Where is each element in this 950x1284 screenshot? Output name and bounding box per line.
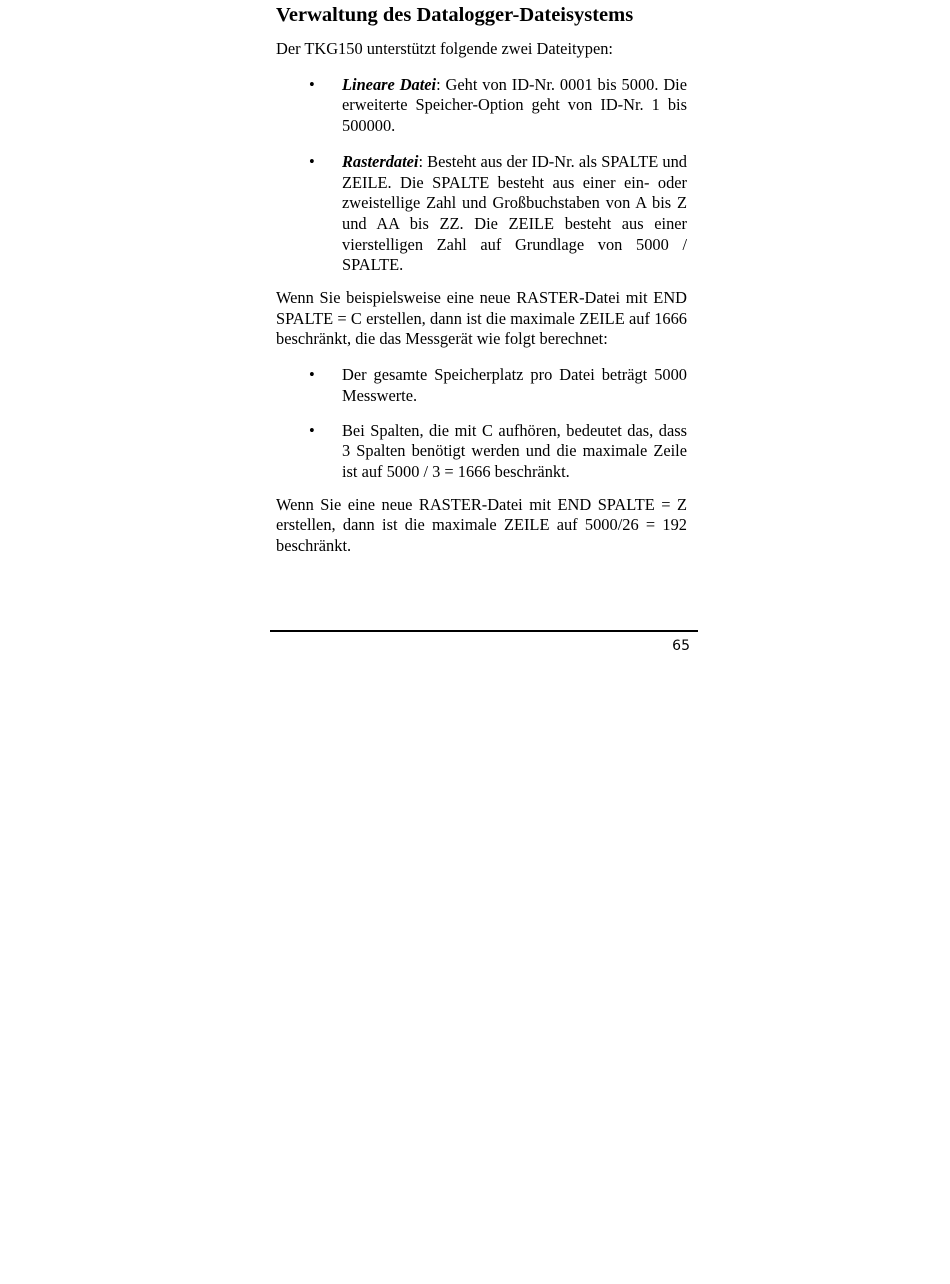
example-paragraph: Wenn Sie beispielsweise eine neue RASTER-Datei mit END SPALTE = C erstellen, dann ist die maximale ZEILE auf 1666 beschränkt, die das Messgerät wie folgt berechnet: (276, 288, 687, 349)
linear-file-description: : Geht von ID-Nr. 0001 bis 5000. Die erweiterte Speicher-Option geht von ID-Nr. 1 bis 500000. (342, 74, 687, 136)
file-type-list (276, 75, 687, 276)
bullet-icon: • (309, 74, 315, 94)
term-raster-file: Rasterdatei (342, 151, 419, 171)
list-item-storage (276, 365, 687, 406)
page-content (276, 0, 687, 557)
bullet-icon: • (309, 420, 315, 440)
list-item-linear-file (276, 75, 687, 137)
page-number: 65 (672, 638, 690, 654)
raster-file-description: : Besteht aus der ID-Nr. als SPALTE und ZEILE. Die SPALTE besteht aus einer ein- oder zweistellige Zahl und Großbuchstaben von A bis Z und AA bis ZZ. Die ZEILE besteht aus einer vierstelligen Zahl auf Grundlage von 5000 / SPALTE. (342, 151, 687, 275)
closing-paragraph: Wenn Sie eine neue RASTER-Datei mit END SPALTE = Z erstellen, dann ist die maximale ZEILE auf 5000/26 = 192 beschränkt. (276, 494, 687, 556)
bullet-icon: • (309, 365, 315, 385)
section-heading: Verwaltung des Datalogger-Dateisystems (276, 4, 634, 26)
footer-rule (270, 630, 698, 632)
list-item-columns (276, 421, 687, 483)
list-item-raster-file (276, 152, 687, 276)
term-linear-file: Lineare Datei (342, 74, 437, 94)
bullet-icon: • (309, 151, 315, 171)
storage-text: Der gesamte Speicherplatz pro Datei beträgt 5000 Messwerte. (342, 365, 687, 405)
columns-text: Bei Spalten, die mit C aufhören, bedeutet das, dass 3 Spalten benötigt werden und die maximale Zeile ist auf 5000 / 3 = 1666 beschränkt. (342, 420, 687, 481)
intro-paragraph: Der TKG150 unterstützt folgende zwei Dateitypen: (276, 39, 613, 58)
calculation-list (276, 365, 687, 483)
